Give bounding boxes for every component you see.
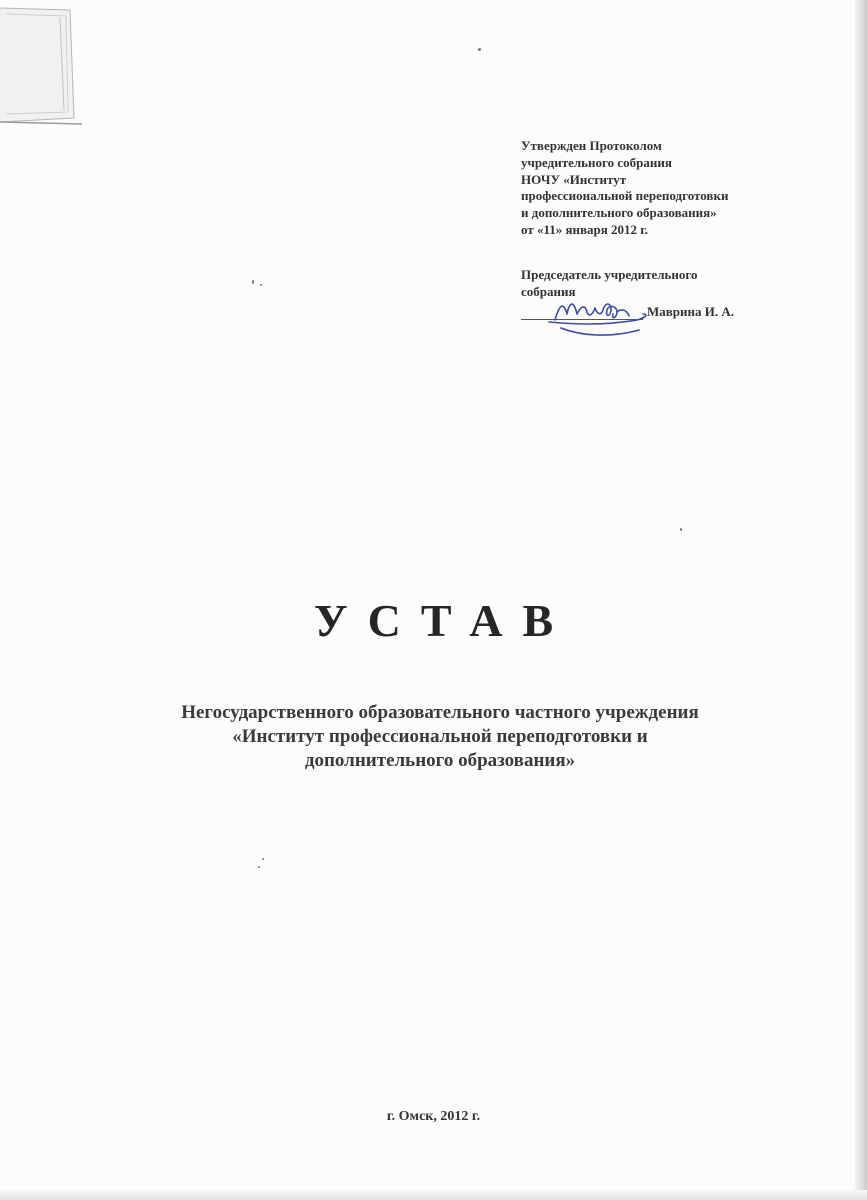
subtitle-line: «Институт профессиональной переподготовки и — [232, 726, 648, 747]
chairman-title-line: собрания — [521, 284, 576, 299]
dust-speck — [478, 48, 481, 51]
approval-block — [521, 138, 801, 239]
dust-speck — [252, 280, 254, 284]
approval-line: профессиональной переподготовки — [521, 188, 729, 204]
chairman-title-line: Председатель учредительного — [521, 267, 698, 282]
approval-line: НОЧУ «Институт — [521, 171, 627, 187]
approval-line: и дополнительного образования» — [521, 205, 717, 221]
approval-line: учредительного собрания — [521, 154, 672, 170]
dust-speck — [262, 858, 264, 860]
dust-speck — [260, 284, 262, 286]
binding-staple-mark — [0, 0, 82, 128]
scan-bottom-edge — [0, 1190, 867, 1200]
approval-line: от «11» января 2012 г. — [521, 221, 648, 237]
approval-line: Утвержден Протоколом — [521, 138, 662, 153]
document-title: УСТАВ — [313, 595, 574, 646]
signature-row — [521, 300, 821, 340]
subtitle-line: дополнительного образования» — [304, 750, 576, 771]
handwritten-signature — [541, 284, 661, 342]
dust-speck — [258, 866, 260, 868]
dust-speck — [680, 528, 682, 531]
chairman-name: Маврина И. А. — [647, 304, 735, 319]
subtitle-line: Негосударственного образовательного частного учреждения — [181, 702, 699, 723]
document-subtitle — [80, 701, 800, 773]
place-and-year: г. Омск, 2012 г. — [386, 1109, 481, 1124]
